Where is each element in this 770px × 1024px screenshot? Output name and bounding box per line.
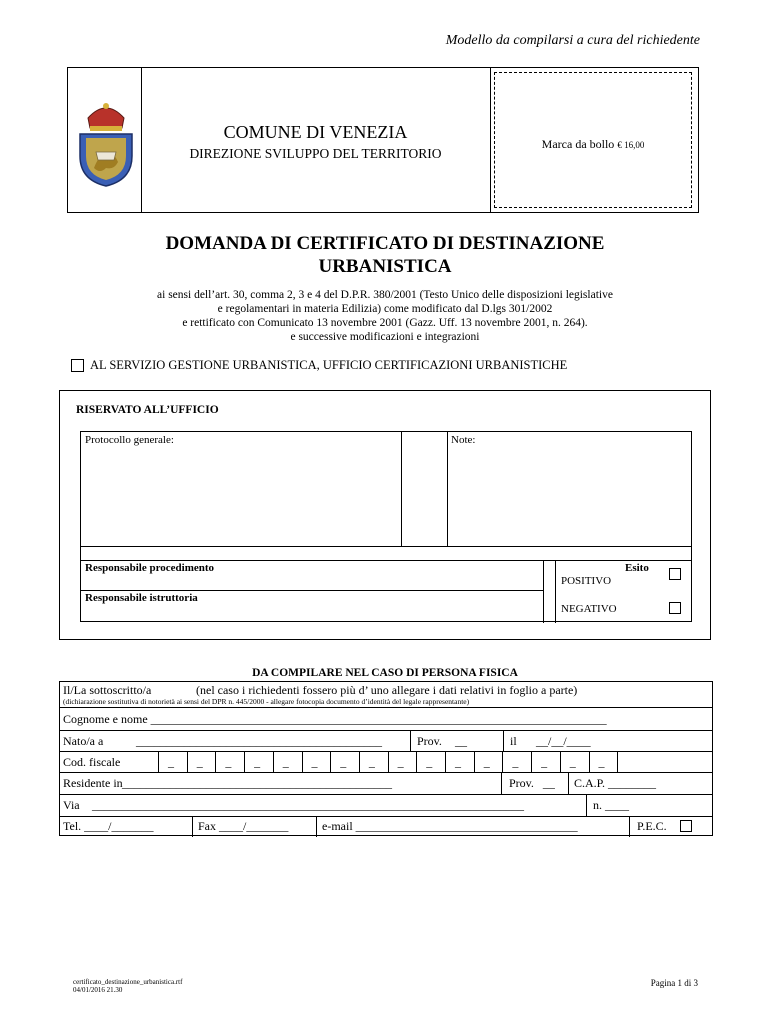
cf-cell[interactable]: _ [282,755,289,769]
date-field[interactable]: __/__/____ [536,734,591,748]
top-note: Modello da compilarsi a cura del richiedente [445,33,700,48]
via-label: Via [63,798,80,812]
responsabile-procedimento-label: Responsabile procedimento [85,562,215,574]
cf-cell[interactable]: _ [340,755,347,769]
sottoscritto-label: Il/La sottoscritto/a [63,683,152,697]
reserved-inner-table [80,431,692,622]
footer-filename: certificato_destinazione_urbanistica.rtf [73,978,183,986]
person-form [59,681,713,836]
numero-field[interactable]: n. ____ [593,798,629,812]
marca-da-bollo-box [494,72,692,208]
cf-cell[interactable]: _ [397,755,404,769]
recipient-row [71,358,567,373]
venice-coat-of-arms-icon [74,96,138,188]
prov-residenza-text: Prov. [509,776,534,790]
responsabile-istruttoria-label: Responsabile istruttoria [85,592,198,604]
bollo-label: Marca da bollo [541,137,615,151]
cod-fiscale-label: Cod. fiscale [63,755,121,769]
nato-field[interactable]: _________________________________________ [136,734,382,748]
residente-label: Residente in [63,776,123,790]
person-section-title: DA COMPILARE NEL CASO DI PERSONA FISICA [252,667,518,679]
protocollo-label: Protocollo generale: [85,434,174,446]
legal-line-3: e rettificato con Comunicato 13 novembre 2001 (Gazz. Uff. 13 novembre 2001, n. 264). [182,317,588,329]
cap-field[interactable]: C.A.P. ________ [574,776,657,790]
esito-label: Esito [625,562,649,574]
bollo-amount: € 16,00 [617,140,645,150]
prov-residenza-label [509,776,555,791]
prov-label: Prov. [417,734,442,748]
cf-cell[interactable]: _ [541,755,548,769]
prov-residenza-field[interactable]: __ [542,776,555,790]
legal-line-1: ai sensi dell’art. 30, comma 2, 3 e 4 del D.P.R. 380/2001 (Testo Unico delle disposizioni legislative [157,289,613,301]
footer-file-info [73,978,182,994]
cf-cell[interactable]: _ [598,755,605,769]
cognome-field[interactable]: Cognome e nome ____________________________________________________________________________ [63,712,607,726]
recipient-label: AL SERVIZIO GESTIONE URBANISTICA, UFFICIO CERTIFICAZIONI URBANISTICHE [90,358,568,372]
cf-cell[interactable]: _ [455,755,461,769]
comune-title: COMUNE DI VENEZIA [223,122,408,142]
nato-label: Nato/a a [63,734,104,748]
note-label: Note: [451,434,476,446]
pec-label: P.E.C. [637,819,667,833]
tel-field[interactable]: Tel. ____/_______ [63,819,154,833]
negativo-checkbox[interactable] [669,602,681,614]
via-field[interactable]: ________________________________________________________________________ [92,798,524,812]
negativo-label: NEGATIVO [561,603,617,615]
residente-field[interactable]: _____________________________________________ [122,776,392,790]
reserved-title: RISERVATO ALL’UFFICIO [76,404,219,416]
richiedenti-note: (nel caso i richiedenti fossero più d’ uno allegare i dati relativi in foglio a parte) [196,683,578,697]
document-title [60,232,710,278]
fax-field[interactable]: Fax ____/_______ [198,819,289,833]
email-field[interactable]: e-mail _____________________________________ [322,819,578,833]
footer-date: 04/01/2016 21.30 [73,986,123,994]
legal-line-4: e successive modificazioni e integrazioni [290,331,480,343]
cf-cell[interactable]: _ [426,755,433,769]
pec-checkbox[interactable] [680,820,692,832]
dichiarazione-note: (dichiarazione sostitutiva di notorietà ai sensi del DPR n. 445/2000 - allegare fotocopia documento d’identità del legale rappresentante) [63,697,470,706]
cf-cell[interactable]: _ [311,755,318,769]
legal-line-2: e regolamentari in materia Edilizia) come modificato dal D.lgs 301/2002 [217,303,553,315]
reserved-office-box [59,390,711,640]
positivo-checkbox[interactable] [669,568,681,580]
il-label: il [510,734,517,748]
title-line-2: URBANISTICA [318,256,452,277]
cf-cell[interactable]: _ [254,755,261,769]
cf-cell[interactable]: _ [512,755,519,769]
cf-cell[interactable]: _ [569,755,576,769]
recipient-checkbox[interactable] [71,359,84,372]
legal-reference [60,288,710,344]
cf-cell[interactable]: _ [168,755,174,769]
cf-cell[interactable]: _ [368,755,375,769]
prov-field[interactable]: __ [455,734,467,748]
direzione-title: DIREZIONE SVILUPPO DEL TERRITORIO [189,146,442,161]
cf-cell[interactable]: _ [483,755,490,769]
page-number: Pagina 1 di 3 [650,978,698,988]
cf-cell[interactable]: _ [225,755,232,769]
cf-cell[interactable]: _ [196,755,203,769]
positivo-label: POSITIVO [561,575,612,587]
title-line-1: DOMANDA DI CERTIFICATO DI DESTINAZIONE [165,233,605,254]
header-box [67,67,699,213]
